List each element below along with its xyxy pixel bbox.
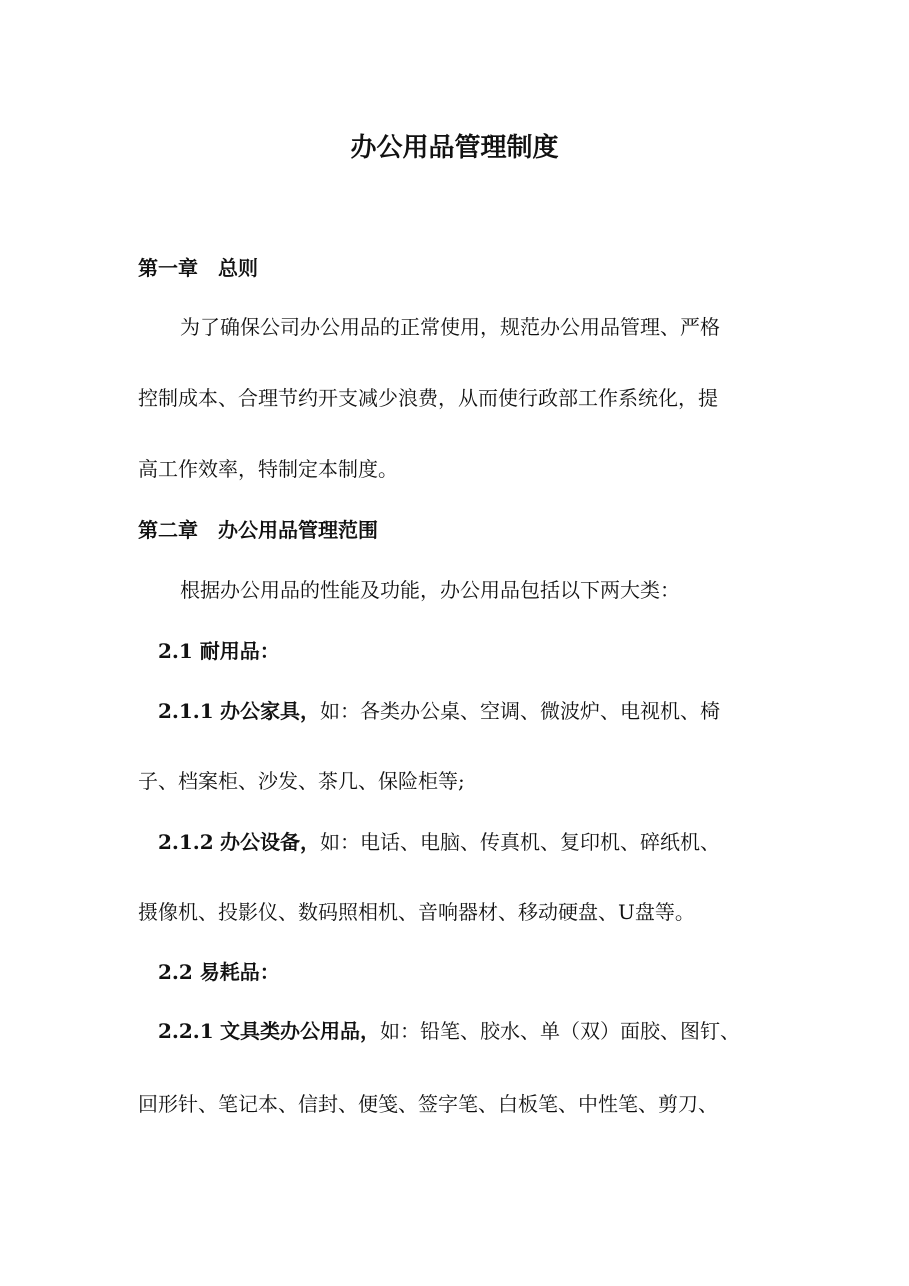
chapter-2-intro: 根据办公用品的性能及功能，办公用品包括以下两大类： [180,578,680,602]
section-label: 办公设备， [220,830,321,854]
section-2-1-2-line-1 [158,828,720,856]
chapter-2-heading: 第二章 办公用品管理范围 [138,518,378,542]
section-number: 2.1.1 [158,699,214,723]
section-text: 如：电话、电脑、传真机、复印机、碎纸机、 [320,830,721,854]
section-number: 2.1.2 [158,830,214,854]
section-label: 文具类办公用品， [220,1019,381,1043]
section-number: 2.1 [158,639,193,663]
section-2-1-2-line-2: 摄像机、投影仪、数码照相机、音响器材、移动硬盘、U盘等。 [138,900,695,924]
section-2-1-1-line-1 [158,697,720,725]
section-2-2-heading [158,958,280,986]
chapter-1-heading: 第一章 总则 [138,256,258,280]
document-title: 办公用品管理制度 [350,133,559,163]
section-number: 2.2.1 [158,1019,214,1043]
chapter-1-paragraph-line-3: 高工作效率，特制定本制度。 [138,457,398,481]
section-text: 如：铅笔、胶水、单（双）面胶、图钉、 [380,1019,741,1043]
chapter-1-paragraph-line-2: 控制成本、合理节约开支减少浪费，从而使行政部工作系统化，提 [138,386,718,410]
section-number: 2.2 [158,960,193,984]
section-label: 办公家具， [220,699,321,723]
section-2-2-1-line-2: 回形针、笔记本、信封、便笺、签字笔、白板笔、中性笔、剪刀、 [138,1092,718,1116]
section-2-1-1-line-2: 子、档案柜、沙发、茶几、保险柜等; [138,769,465,793]
section-label: 耐用品： [199,639,280,663]
chapter-1-paragraph-line-1: 为了确保公司办公用品的正常使用，规范办公用品管理、严格 [180,315,720,339]
section-2-1-heading [158,637,280,665]
section-2-2-1-line-1 [158,1017,740,1045]
section-label: 易耗品： [199,960,280,984]
section-text: 如：各类办公桌、空调、微波炉、电视机、椅 [320,699,721,723]
